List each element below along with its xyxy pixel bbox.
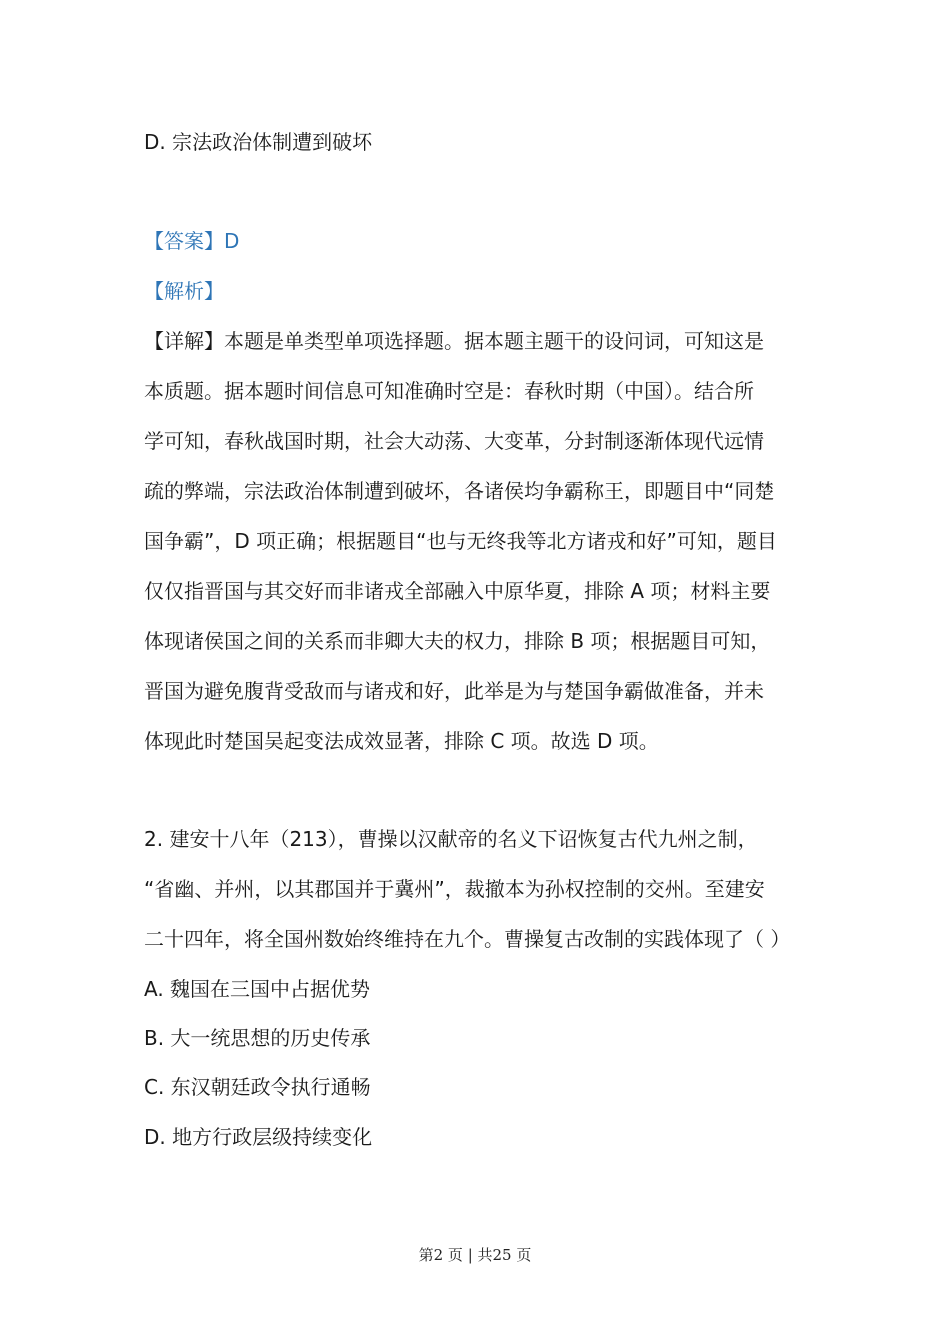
- explanation-line: 体现此时楚国吴起变法成效显著，排除 C 项。故选 D 项。: [144, 729, 659, 753]
- explanation-line: 疏的弊端，宗法政治体制遭到破坏，各诸侯均争霸称王，即题目中“同楚: [144, 479, 775, 503]
- explanation-line: 体现诸侯国之间的关系而非卿大夫的权力，排除 B 项；根据题目可知，: [144, 629, 771, 653]
- q2-option-b: B. 大一统思想的历史传承: [144, 1026, 371, 1050]
- q2-option-a: A. 魏国在三国中占据优势: [144, 977, 371, 1001]
- q1-option-d: D. 宗法政治体制遭到破坏: [144, 130, 373, 154]
- explanation-line: 晋国为避免腹背受敌而与诸戎和好，此举是为与楚国争霸做准备，并未: [144, 679, 764, 703]
- q2-stem-line: 二十四年，将全国州数始终维持在九个。曹操复古改制的实践体现了（ ）: [144, 927, 791, 951]
- q2-option-c: C. 东汉朝廷政令执行通畅: [144, 1075, 371, 1099]
- explanation-line: 本质题。据本题时间信息可知准确时空是：春秋时期（中国）。结合所: [144, 379, 754, 403]
- q2-option-d: D. 地方行政层级持续变化: [144, 1125, 373, 1149]
- q2-stem-line: 2. 建安十八年（213），曹操以汉献帝的名义下诏恢复古代九州之制，: [144, 827, 758, 851]
- explanation-line: 国争霸”，D 项正确；根据题目“也与无终我等北方诸戎和好”可知，题目: [144, 529, 777, 553]
- explanation-line: 【详解】本题是单类型单项选择题。据本题主题干的设问词，可知这是: [144, 329, 764, 353]
- explanation-line: 学可知，春秋战国时期，社会大动荡、大变革，分封制逐渐体现代远情: [144, 429, 764, 453]
- q1-analysis-heading: 【解析】: [144, 279, 224, 303]
- q2-stem-line: “省幽、并州，以其郡国并于冀州”，裁撤本为孙权控制的交州。至建安: [144, 877, 765, 901]
- page-footer: 第2 页 | 共25 页: [418, 1246, 532, 1264]
- explanation-line: 仅仅指晋国与其交好而非诸戎全部融入中原华夏，排除 A 项；材料主要: [144, 579, 771, 603]
- q1-answer: 【答案】D: [144, 229, 240, 253]
